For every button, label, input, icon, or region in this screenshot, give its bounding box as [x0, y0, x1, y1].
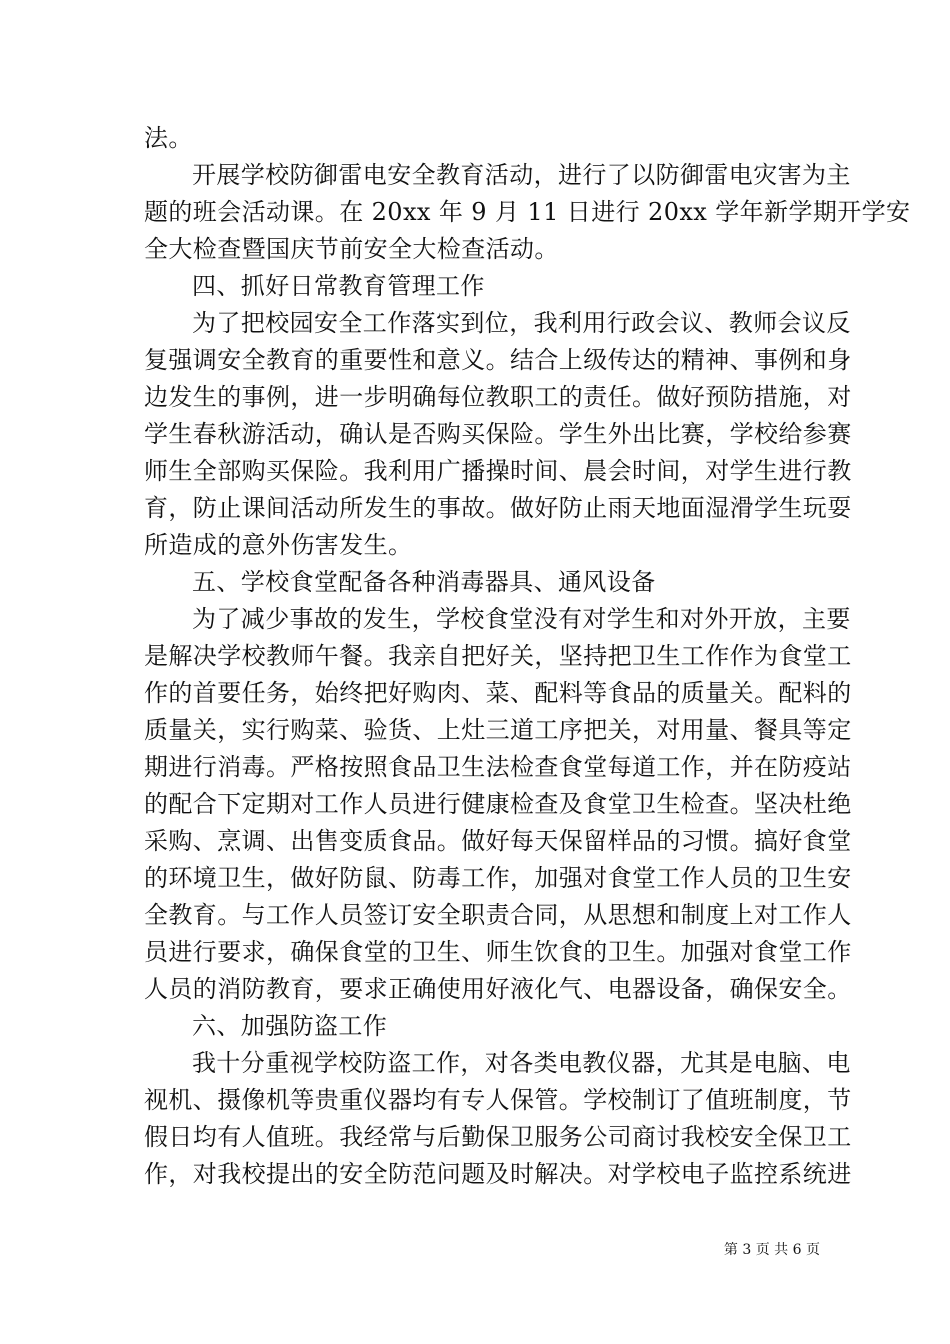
text-line: 质量关，实行购菜、验货、上灶三道工序把关，对用量、餐具等定: [144, 716, 852, 744]
text-line: 员进行要求，确保食堂的卫生、师生饮食的卫生。加强对食堂工作: [144, 938, 852, 966]
text-line: 师生全部购买保险。我利用广播操时间、晨会时间，对学生进行教: [144, 457, 852, 485]
section-heading: 六、加强防盗工作: [192, 1012, 388, 1040]
text-line: 复强调安全教育的重要性和意义。结合上级传达的精神、事例和身: [144, 346, 852, 374]
text-line: 学生春秋游活动，确认是否购买保险。学生外出比赛，学校给参赛: [144, 420, 852, 448]
text-line: 是解决学校教师午餐。我亲自把好关，坚持把卫生工作作为食堂工: [144, 642, 852, 670]
text-line: 所造成的意外伤害发生。: [144, 531, 413, 559]
paragraph-first-line: 为了减少事故的发生，学校食堂没有对学生和对外开放，主要: [192, 605, 851, 633]
text-line: 作的首要任务，始终把好购肉、菜、配料等食品的质量关。配料的: [144, 679, 852, 707]
text-line: 人员的消防教育，要求正确使用好液化气、电器设备，确保安全。: [144, 975, 852, 1003]
section-heading: 五、学校食堂配备各种消毒器具、通风设备: [192, 568, 656, 596]
page-number: 第 3 页 共 6 页: [723, 1242, 820, 1258]
paragraph-first-line: 我十分重视学校防盗工作，对各类电教仪器，尤其是电脑、电: [192, 1049, 851, 1077]
text-line: 题的班会活动课。在 20xx 年 9 月 11 日进行 20xx 学年新学期开学安: [144, 198, 911, 226]
text-line: 采购、烹调、出售变质食品。做好每天保留样品的习惯。搞好食堂: [144, 827, 852, 855]
text-line: 法。: [144, 124, 193, 152]
text-line: 期进行消毒。严格按照食品卫生法检查食堂每道工作，并在防疫站: [144, 753, 852, 781]
paragraph-first-line: 开展学校防御雷电安全教育活动，进行了以防御雷电灾害为主: [192, 161, 851, 189]
text-line: 边发生的事例，进一步明确每位教职工的责任。做好预防措施，对: [144, 383, 852, 411]
text-line: 的环境卫生，做好防鼠、防毒工作，加强对食堂工作人员的卫生安: [144, 864, 852, 892]
text-line: 全大检查暨国庆节前安全大检查活动。: [144, 235, 559, 263]
text-line: 假日均有人值班。我经常与后勤保卫服务公司商讨我校安全保卫工: [144, 1123, 852, 1151]
text-line: 视机、摄像机等贵重仪器均有专人保管。学校制订了值班制度，节: [144, 1086, 852, 1114]
section-heading: 四、抓好日常教育管理工作: [192, 272, 485, 300]
text-line: 全教育。与工作人员签订安全职责合同，从思想和制度上对工作人: [144, 901, 852, 929]
text-line: 作，对我校提出的安全防范问题及时解决。对学校电子监控系统进: [144, 1160, 852, 1188]
text-line: 育，防止课间活动所发生的事故。做好防止雨天地面湿滑学生玩耍: [144, 494, 852, 522]
text-line: 的配合下定期对工作人员进行健康检查及食堂卫生检查。坚决杜绝: [144, 790, 852, 818]
paragraph-first-line: 为了把校园安全工作落实到位，我利用行政会议、教师会议反: [192, 309, 851, 337]
